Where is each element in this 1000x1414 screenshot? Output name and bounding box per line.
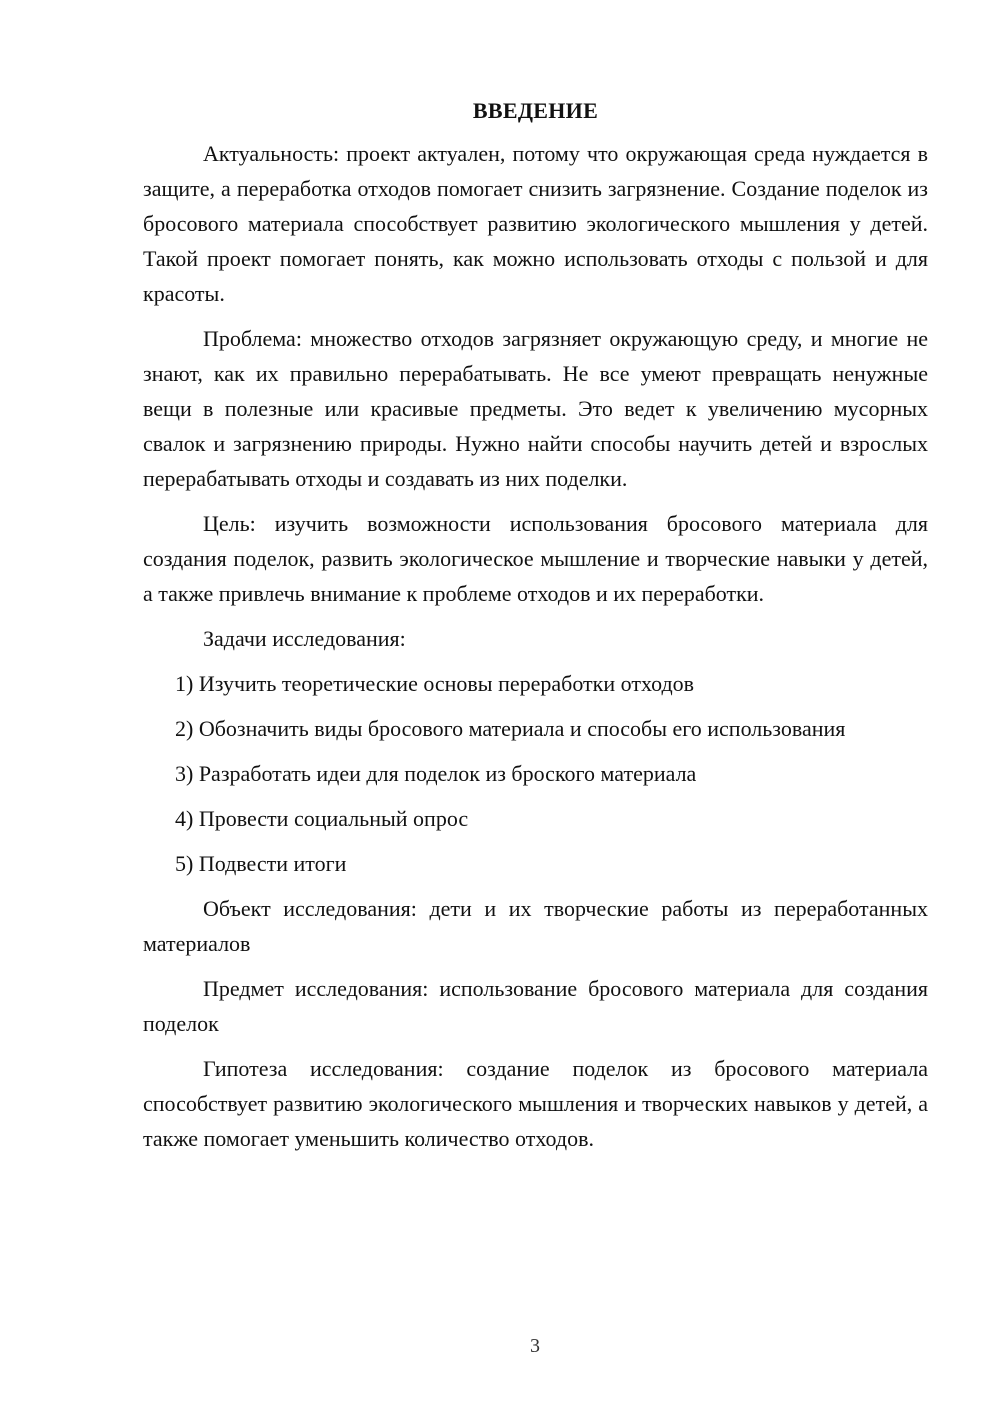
paragraph-goal: Цель: изучить возможности использования бросового материала для создания поделок, развить экологическое мышление и творческие навыки у детей, а также привлечь внимание к проблеме отходов и их переработки.	[143, 511, 928, 606]
task-item-3: 3) Разработать идеи для поделок из броского материала	[175, 761, 697, 786]
paragraph-relevance: Актуальность: проект актуален, потому что окружающая среда нуждается в защите, а переработка отходов помогает снизить загрязнение. Создание поделок из бросового материала способствует развитию экологического мышления у детей. Такой проект помогает понять, как можно использовать отходы с пользой и для красоты.	[143, 141, 928, 306]
section-title: ВВЕДЕНИЕ	[472, 98, 599, 123]
paragraph-subject: Предмет исследования: использование бросового материала для создания поделок	[143, 976, 928, 1036]
paragraph-object: Объект исследования: дети и их творческие работы из переработанных материалов	[143, 896, 928, 956]
page-number: 3	[530, 1335, 540, 1357]
task-item-5: 5) Подвести итоги	[175, 851, 347, 876]
task-item-2: 2) Обозначить виды бросового материала и способы его использования	[175, 716, 846, 741]
paragraph-hypothesis: Гипотеза исследования: создание поделок из бросового материала способствует развитию экологического мышления и творческих навыков у детей, а также помогает уменьшить количество отходов.	[143, 1056, 928, 1151]
task-item-1: 1) Изучить теоретические основы переработки отходов	[175, 671, 695, 696]
paragraph-problem: Проблема: множество отходов загрязняет окружающую среду, и многие не знают, как их правильно перерабатывать. Не все умеют превращать ненужные вещи в полезные или красивые предметы. Это ведет к увеличению мусорных свалок и загрязнению природы. Нужно найти способы научить детей и взрослых перерабатывать отходы и создавать из них поделки.	[143, 326, 928, 491]
page-content	[143, 96, 928, 1166]
tasks-heading: Задачи исследования:	[203, 626, 406, 651]
task-item-4: 4) Провести социальный опрос	[175, 806, 469, 831]
